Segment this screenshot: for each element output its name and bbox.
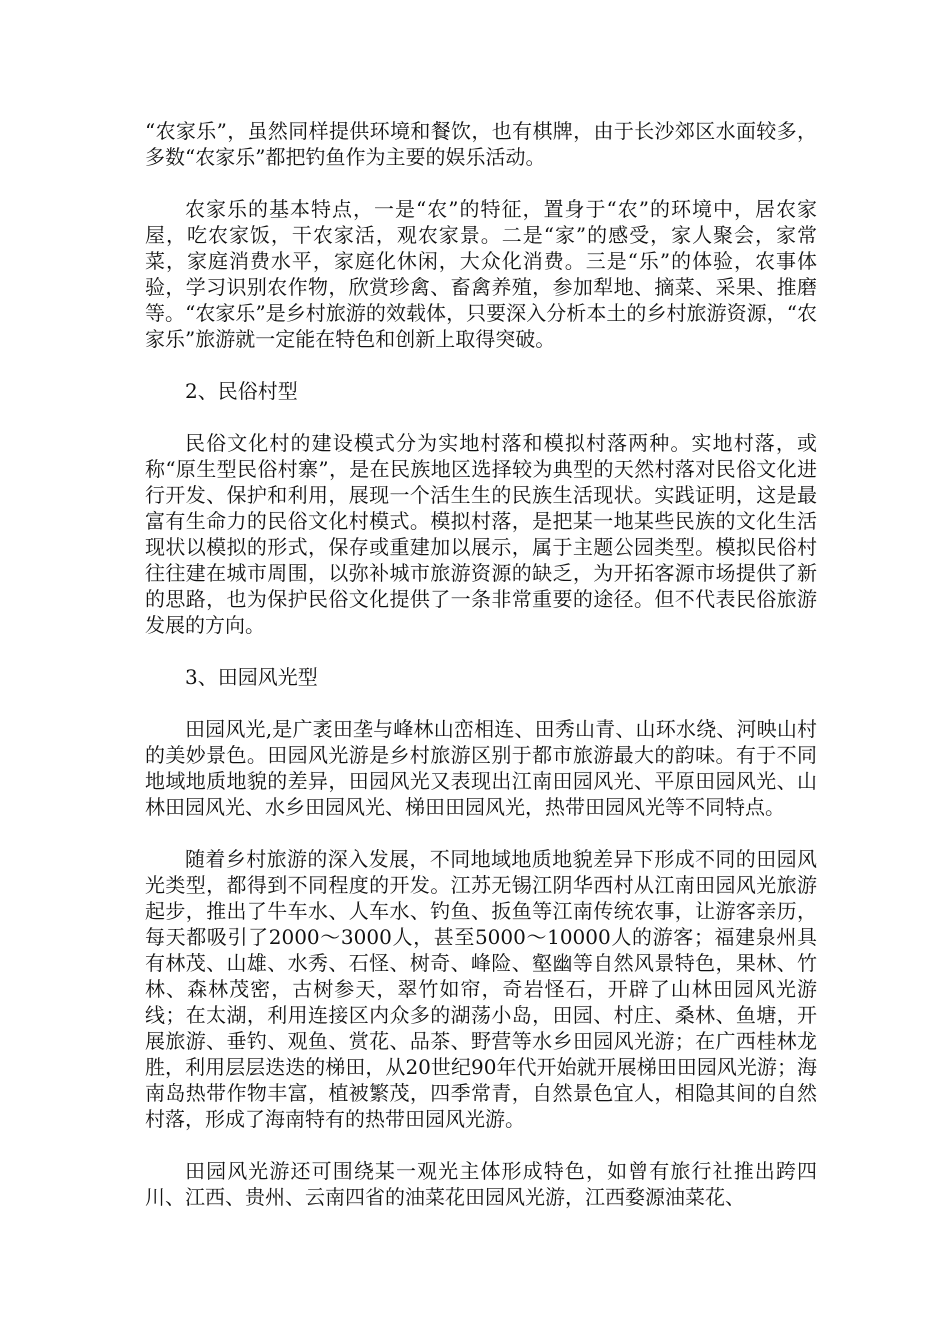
paragraph-pastoral-themes: 田园风光游还可围绕某一观光主体形成特色，如曾有旅行社推出跨四川、江西、贵州、云南四省的油菜花田园风光游，江西婺源油菜花、 bbox=[145, 1159, 817, 1209]
paragraph-nongjiale-features: 农家乐的基本特点，一是“农”的特征，置身于“农”的环境中，居农家屋，吃农家饭，干农家活，观农家景。二是“家”的感受，家人聚会，家常菜，家庭消费水平，家庭化休闲，大众化消费。三是“乐”的体验，农事体验，学习识别农作物，欣赏珍禽、畜禽养殖，参加犁地、摘菜、采果、推磨等。“农家乐”是乡村旅游的效载体，只要深入分析本土的乡村旅游资源，“农家乐”旅游就一定能在特色和创新上取得突破。 bbox=[145, 197, 817, 351]
paragraph-pastoral-definition: 田园风光,是广袤田垄与峰林山峦相连、田秀山青、山环水绕、河映山村的美妙景色。田园风光游是乡村旅游区别于都市旅游最大的韵味。有于不同地域地质地貌的差异，田园风光又表现出江南田园风光、平原田园风光、山林田园风光、水乡田园风光、梯田田园风光，热带田园风光等不同特点。 bbox=[145, 717, 817, 819]
section-heading-pastoral-scenery: 3、田园风光型 bbox=[185, 665, 318, 689]
paragraph-nongjiale-intro: “农家乐”，虽然同样提供环境和餐饮，也有棋牌，由于长沙郊区水面较多，多数“农家乐”都把钓鱼作为主要的娱乐活动。 bbox=[145, 119, 817, 169]
document-page bbox=[145, 118, 817, 1236]
section-heading-folk-village: 2、民俗村型 bbox=[185, 379, 298, 403]
paragraph-pastoral-development: 随着乡村旅游的深入发展，不同地域地质地貌差异下形成不同的田园风光类型，都得到不同程度的开发。江苏无锡江阴华西村从江南田园风光旅游起步，推出了牛车水、人车水、钓鱼、扳鱼等江南传统农事，让游客亲历，每天都吸引了2000～3000人，甚至5000～10000人的游客；福建泉州具有林茂、山雄、水秀、石怪、树奇、峰险、壑幽等自然风景特色，果林、竹林、森林茂密，古树参天，翠竹如帘，奇岩怪石，开辟了山林田园风光游线；在太湖，利用连接区内众多的湖荡小岛，田园、村庄、桑林、鱼塘，开展旅游、垂钓、观鱼、赏花、品茶、野营等水乡田园风光游；在广西桂林龙胜，利用层层迭迭的梯田，从20世纪90年代开始就开展梯田田园风光游；海南岛热带作物丰富，植被繁茂，四季常青，自然景色宜人，相隐其间的自然村落，形成了海南特有的热带田园风光游。 bbox=[145, 847, 817, 1131]
paragraph-folk-village: 民俗文化村的建设模式分为实地村落和模拟村落两种。实地村落，或称“原生型民俗村寨”，是在民族地区选择较为典型的天然村落对民俗文化进行开发、保护和利用，展现一个活生生的民族生活现状。实践证明，这是最富有生命力的民俗文化村模式。模拟村落，是把某一地某些民族的文化生活现状以模拟的形式，保存或重建加以展示，属于主题公园类型。模拟民俗村往往建在城市周围，以弥补城市旅游资源的缺乏，为开拓客源市场提供了新的思路，也为保护民俗文化提供了一条非常重要的途径。但不代表民俗旅游发展的方向。 bbox=[145, 431, 817, 637]
